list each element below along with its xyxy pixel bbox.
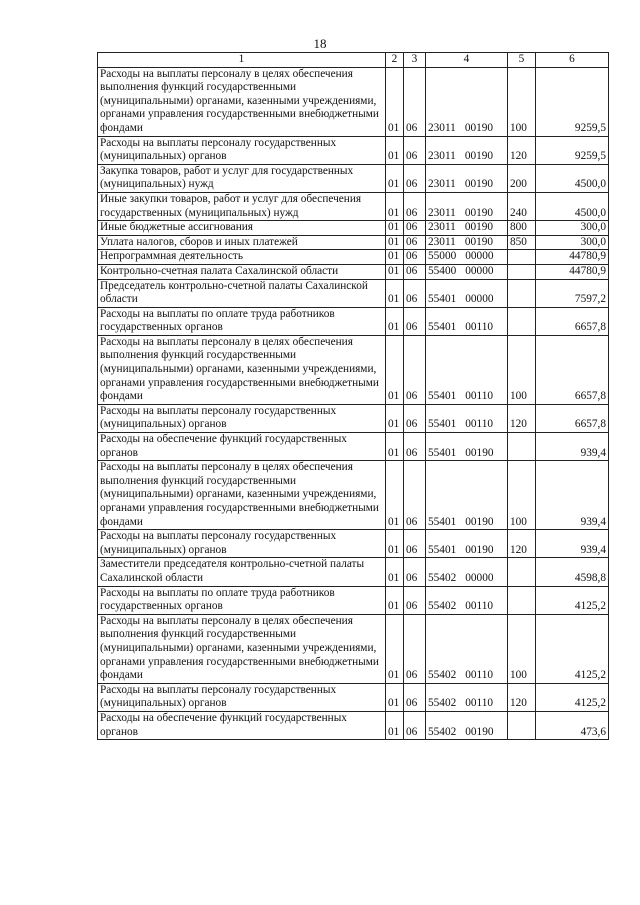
table-row (98, 433, 609, 461)
section-code-cell: 01 (386, 461, 404, 530)
amount-cell: 44780,9 (536, 264, 609, 279)
amount-cell: 4500,0 (536, 164, 609, 192)
table-row (98, 250, 609, 265)
amount-cell: 9259,5 (536, 67, 609, 136)
table-row (98, 614, 609, 683)
article-code-part-b: 00000 (465, 250, 494, 263)
section-code-cell: 01 (386, 404, 404, 432)
article-code-part-b: 00000 (465, 571, 494, 584)
row-name-cell: Расходы на выплаты персоналу в целях обеспечения выполнения функций государственными (муниципальными) органами, казенными учреждениями, органами управления государственными внебюджетными фондами (98, 461, 386, 530)
section-code-cell: 01 (386, 683, 404, 711)
section-code-cell: 01 (386, 711, 404, 739)
article-code-part-b: 00190 (464, 178, 494, 191)
row-name-cell: Расходы на выплаты персоналу государственных (муниципальных) органов (98, 136, 386, 164)
article-code-cell (426, 192, 508, 220)
subsection-code-cell: 06 (404, 164, 426, 192)
table-row (98, 683, 609, 711)
article-code-cell (426, 307, 508, 335)
subsection-code-cell: 06 (404, 404, 426, 432)
row-name-cell: Иные закупки товаров, работ и услуг для обеспечения государственных (муниципальных) нужд (98, 192, 386, 220)
section-code-cell: 01 (386, 335, 404, 404)
article-code-part-a: 55402 (428, 600, 457, 613)
table-row (98, 530, 609, 558)
article-code-part-a: 55000 (428, 250, 457, 263)
article-code-cell (426, 250, 508, 265)
article-code-part-a: 23011 (428, 235, 456, 248)
table-row (98, 586, 609, 614)
expense-type-cell (508, 264, 536, 279)
row-name-cell: Председатель контрольно-счетной палаты Сахалинской области (98, 279, 386, 307)
column-header: 3 (404, 53, 426, 68)
expense-type-cell (508, 307, 536, 335)
article-code-part-a: 23011 (428, 150, 456, 163)
table-row (98, 711, 609, 739)
article-code-cell (426, 586, 508, 614)
expense-type-cell: 120 (508, 530, 536, 558)
article-code-part-b: 00190 (464, 150, 494, 163)
article-code-part-a: 55401 (428, 446, 457, 459)
subsection-code-cell: 06 (404, 683, 426, 711)
expense-type-cell: 100 (508, 67, 536, 136)
article-code-cell (426, 136, 508, 164)
amount-cell: 6657,8 (536, 404, 609, 432)
expense-type-cell: 120 (508, 683, 536, 711)
expense-type-cell: 800 (508, 221, 536, 236)
table-row (98, 264, 609, 279)
article-code-cell (426, 530, 508, 558)
article-code-part-a: 55402 (428, 725, 457, 738)
row-name-cell: Заместители председателя контрольно-счетной палаты Сахалинской области (98, 558, 386, 586)
subsection-code-cell: 06 (404, 335, 426, 404)
row-name-cell: Расходы на выплаты по оплате труда работников государственных органов (98, 307, 386, 335)
expense-type-cell: 100 (508, 335, 536, 404)
amount-cell: 939,4 (536, 461, 609, 530)
article-code-cell (426, 433, 508, 461)
amount-cell: 4125,2 (536, 586, 609, 614)
article-code-part-b: 00190 (464, 206, 494, 219)
article-code-cell (426, 221, 508, 236)
article-code-cell (426, 279, 508, 307)
article-code-part-a: 23011 (428, 121, 456, 134)
article-code-part-b: 00000 (465, 264, 494, 277)
article-code-cell (426, 335, 508, 404)
table-row (98, 221, 609, 236)
amount-cell: 6657,8 (536, 335, 609, 404)
table-row (98, 279, 609, 307)
expense-type-cell: 120 (508, 136, 536, 164)
article-code-cell (426, 461, 508, 530)
amount-cell: 9259,5 (536, 136, 609, 164)
article-code-part-a: 55402 (428, 697, 457, 710)
section-code-cell: 01 (386, 558, 404, 586)
article-code-cell (426, 264, 508, 279)
article-code-part-a: 23011 (428, 178, 456, 191)
article-code-part-a: 55402 (428, 669, 457, 682)
article-code-cell (426, 67, 508, 136)
expense-type-cell: 240 (508, 192, 536, 220)
table-row (98, 67, 609, 136)
subsection-code-cell: 06 (404, 235, 426, 250)
section-code-cell: 01 (386, 307, 404, 335)
section-code-cell: 01 (386, 279, 404, 307)
section-code-cell: 01 (386, 235, 404, 250)
amount-cell: 473,6 (536, 711, 609, 739)
section-code-cell: 01 (386, 250, 404, 265)
section-code-cell: 01 (386, 164, 404, 192)
section-code-cell: 01 (386, 586, 404, 614)
table-row (98, 461, 609, 530)
article-code-part-b: 00110 (465, 697, 494, 710)
table-body (98, 67, 609, 740)
article-code-part-b: 00110 (465, 418, 494, 431)
row-name-cell: Расходы на выплаты персоналу государственных (муниципальных) органов (98, 404, 386, 432)
expense-type-cell (508, 250, 536, 265)
amount-cell: 300,0 (536, 235, 609, 250)
article-code-part-b: 00000 (465, 293, 494, 306)
table-row (98, 307, 609, 335)
column-header: 6 (536, 53, 609, 68)
expense-type-cell (508, 711, 536, 739)
table-row (98, 136, 609, 164)
expense-type-cell (508, 279, 536, 307)
article-code-part-a: 55401 (428, 418, 457, 431)
article-code-cell (426, 235, 508, 250)
section-code-cell: 01 (386, 614, 404, 683)
article-code-part-a: 55401 (428, 390, 457, 403)
expense-type-cell (508, 558, 536, 586)
row-name-cell: Непрограммная деятельность (98, 250, 386, 265)
article-code-part-b: 00110 (465, 600, 494, 613)
article-code-part-b: 00110 (465, 390, 494, 403)
expense-type-cell: 120 (508, 404, 536, 432)
column-header: 1 (98, 53, 386, 68)
subsection-code-cell: 06 (404, 67, 426, 136)
subsection-code-cell: 06 (404, 221, 426, 236)
budget-table (97, 52, 609, 740)
article-code-part-b: 00190 (465, 515, 494, 528)
table-row (98, 164, 609, 192)
article-code-part-b: 00110 (465, 669, 494, 682)
article-code-cell (426, 711, 508, 739)
article-code-part-b: 00190 (464, 221, 494, 234)
article-code-cell (426, 404, 508, 432)
amount-cell: 4598,8 (536, 558, 609, 586)
article-code-part-b: 00190 (465, 725, 494, 738)
article-code-part-b: 00110 (465, 321, 494, 334)
table-header-row (98, 53, 609, 68)
expense-type-cell: 850 (508, 235, 536, 250)
table-row (98, 192, 609, 220)
subsection-code-cell: 06 (404, 136, 426, 164)
subsection-code-cell: 06 (404, 307, 426, 335)
row-name-cell: Расходы на выплаты персоналу государственных (муниципальных) органов (98, 530, 386, 558)
article-code-cell (426, 558, 508, 586)
section-code-cell: 01 (386, 136, 404, 164)
section-code-cell: 01 (386, 221, 404, 236)
amount-cell: 4125,2 (536, 683, 609, 711)
expense-type-cell: 200 (508, 164, 536, 192)
row-name-cell: Контрольно-счетная палата Сахалинской области (98, 264, 386, 279)
article-code-part-a: 55401 (428, 515, 457, 528)
row-name-cell: Закупка товаров, работ и услуг для государственных (муниципальных) нужд (98, 164, 386, 192)
subsection-code-cell: 06 (404, 614, 426, 683)
amount-cell: 939,4 (536, 433, 609, 461)
row-name-cell: Иные бюджетные ассигнования (98, 221, 386, 236)
section-code-cell: 01 (386, 67, 404, 136)
table-row (98, 335, 609, 404)
subsection-code-cell: 06 (404, 461, 426, 530)
column-header: 4 (426, 53, 508, 68)
article-code-cell (426, 614, 508, 683)
article-code-part-a: 55402 (428, 571, 457, 584)
subsection-code-cell: 06 (404, 250, 426, 265)
amount-cell: 300,0 (536, 221, 609, 236)
section-code-cell: 01 (386, 530, 404, 558)
article-code-part-a: 23011 (428, 221, 456, 234)
article-code-part-b: 00190 (464, 121, 494, 134)
article-code-part-a: 55401 (428, 293, 457, 306)
section-code-cell: 01 (386, 264, 404, 279)
row-name-cell: Расходы на выплаты персоналу в целях обеспечения выполнения функций государственными (муниципальными) органами, казенными учреждениями, органами управления государственными внебюджетными фондами (98, 614, 386, 683)
expense-type-cell: 100 (508, 461, 536, 530)
article-code-part-b: 00190 (465, 446, 494, 459)
subsection-code-cell: 06 (404, 586, 426, 614)
column-header: 5 (508, 53, 536, 68)
row-name-cell: Расходы на обеспечение функций государственных органов (98, 711, 386, 739)
table-row (98, 558, 609, 586)
article-code-cell (426, 164, 508, 192)
section-code-cell: 01 (386, 192, 404, 220)
expense-type-cell (508, 586, 536, 614)
amount-cell: 939,4 (536, 530, 609, 558)
section-code-cell: 01 (386, 433, 404, 461)
expense-type-cell: 100 (508, 614, 536, 683)
subsection-code-cell: 06 (404, 711, 426, 739)
article-code-part-a: 23011 (428, 206, 456, 219)
subsection-code-cell: 06 (404, 558, 426, 586)
article-code-part-b: 00190 (465, 543, 494, 556)
row-name-cell: Расходы на выплаты персоналу в целях обеспечения выполнения функций государственными (муниципальными) органами, казенными учреждениями, органами управления государственными внебюджетными фондами (98, 67, 386, 136)
row-name-cell: Расходы на выплаты персоналу государственных (муниципальных) органов (98, 683, 386, 711)
subsection-code-cell: 06 (404, 279, 426, 307)
subsection-code-cell: 06 (404, 433, 426, 461)
subsection-code-cell: 06 (404, 264, 426, 279)
row-name-cell: Расходы на обеспечение функций государственных органов (98, 433, 386, 461)
table-row (98, 235, 609, 250)
amount-cell: 7597,2 (536, 279, 609, 307)
amount-cell: 6657,8 (536, 307, 609, 335)
table-row (98, 404, 609, 432)
column-header: 2 (386, 53, 404, 68)
article-code-part-a: 55401 (428, 543, 457, 556)
row-name-cell: Уплата налогов, сборов и иных платежей (98, 235, 386, 250)
amount-cell: 44780,9 (536, 250, 609, 265)
article-code-part-a: 55401 (428, 321, 457, 334)
amount-cell: 4500,0 (536, 192, 609, 220)
amount-cell: 4125,2 (536, 614, 609, 683)
article-code-cell (426, 683, 508, 711)
expense-type-cell (508, 433, 536, 461)
article-code-part-b: 00190 (464, 235, 494, 248)
article-code-part-a: 55400 (428, 264, 457, 277)
row-name-cell: Расходы на выплаты по оплате труда работников государственных органов (98, 586, 386, 614)
row-name-cell: Расходы на выплаты персоналу в целях обеспечения выполнения функций государственными (муниципальными) органами, казенными учреждениями, органами управления государственными внебюджетными фондами (98, 335, 386, 404)
subsection-code-cell: 06 (404, 192, 426, 220)
subsection-code-cell: 06 (404, 530, 426, 558)
page-number: 18 (313, 36, 327, 51)
